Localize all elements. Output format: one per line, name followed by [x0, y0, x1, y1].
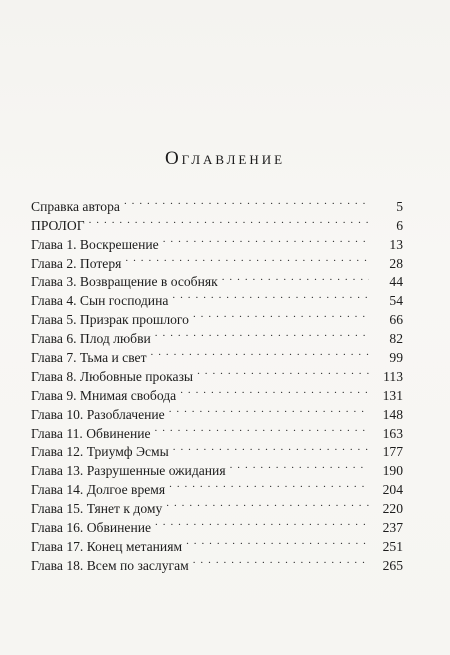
toc-entry-title: Глава 2. Потеря: [31, 255, 122, 271]
toc-entry-page-number: 99: [389, 350, 403, 366]
toc-entry-title: Глава 15. Тянет к дому: [31, 501, 163, 517]
toc-entry-title: Глава 16. Обвинение: [31, 520, 152, 536]
dot-leader: [155, 419, 369, 438]
dot-leader: [172, 286, 369, 305]
toc-entry-title: Глава 18. Всем по заслугам: [31, 557, 189, 573]
toc-entry-page-number: 13: [389, 236, 403, 252]
toc-entry-page-number: 148: [382, 406, 403, 422]
toc-entry-page-number: 220: [382, 501, 403, 517]
dot-leader: [193, 305, 369, 324]
toc-entry-title: Глава 1. Воскрешение: [31, 236, 159, 252]
toc-entry-page-number: 82: [389, 331, 403, 347]
toc-entry-title: Глава 9. Мнимая свобода: [31, 387, 177, 403]
dot-leader: [193, 551, 369, 570]
toc-entry-title: Глава 14. Долгое время: [31, 482, 166, 498]
toc-entry-title: Справка автора: [31, 198, 120, 214]
toc-entry-page-number: 163: [382, 425, 403, 441]
dot-leader: [169, 400, 369, 419]
toc-entry-title: Глава 3. Возвращение в особняк: [31, 274, 218, 290]
dot-leader: [163, 230, 369, 249]
dot-leader: [155, 513, 369, 532]
dot-leader: [155, 324, 369, 343]
toc-entry-page-number: 6: [396, 217, 403, 233]
toc-entry-title: Глава 4. Сын господина: [31, 293, 169, 309]
dot-leader: [180, 381, 369, 400]
toc-entry-title: Глава 12. Триумф Эсмы: [31, 444, 169, 460]
toc-entry-page-number: 190: [382, 463, 403, 479]
dot-leader: [230, 456, 369, 475]
dot-leader: [169, 475, 369, 494]
toc-entry-page-number: 66: [389, 312, 403, 328]
page-title: Оглавление: [164, 148, 286, 169]
toc-entry-title: Глава 13. Разрушенные ожидания: [31, 463, 226, 479]
dot-leader: [197, 362, 369, 381]
table-of-contents: [31, 192, 403, 573]
dot-leader: [173, 438, 369, 457]
toc-entry-title: Глава 10. Разоблачение: [31, 406, 165, 422]
dot-leader: [124, 192, 369, 211]
toc-entry-page-number: 265: [382, 557, 403, 573]
dot-leader: [166, 494, 369, 513]
toc-entry-page-number: 113: [383, 368, 403, 384]
toc-entry-page-number: 204: [382, 482, 403, 498]
toc-entry-page-number: 44: [389, 274, 403, 290]
dot-leader: [125, 249, 369, 268]
toc-entry-title: Глава 17. Конец метаниям: [31, 538, 183, 554]
toc-entry-page-number: 177: [382, 444, 403, 460]
dot-leader: [186, 532, 369, 551]
toc-entry-page-number: 54: [389, 293, 403, 309]
dot-leader: [151, 343, 369, 362]
toc-entry-page-number: 251: [382, 538, 403, 554]
toc-entry-page-number: 131: [382, 387, 403, 403]
toc-entry-title: Глава 11. Обвинение: [31, 425, 151, 441]
dot-leader: [89, 211, 369, 230]
toc-entry-title: Глава 7. Тьма и свет: [31, 350, 147, 366]
toc-entry: [31, 192, 403, 214]
dot-leader: [222, 268, 369, 287]
toc-entry-title: Глава 8. Любовные проказы: [31, 368, 194, 384]
toc-entry-page-number: 28: [389, 255, 403, 271]
toc-entry-title: Глава 6. Плод любви: [31, 331, 151, 347]
toc-entry-page-number: 5: [396, 198, 403, 214]
toc-entry-page-number: 237: [382, 520, 403, 536]
toc-entry-title: Глава 5. Призрак прошлого: [31, 312, 189, 328]
toc-entry-title: ПРОЛОГ: [31, 217, 85, 233]
